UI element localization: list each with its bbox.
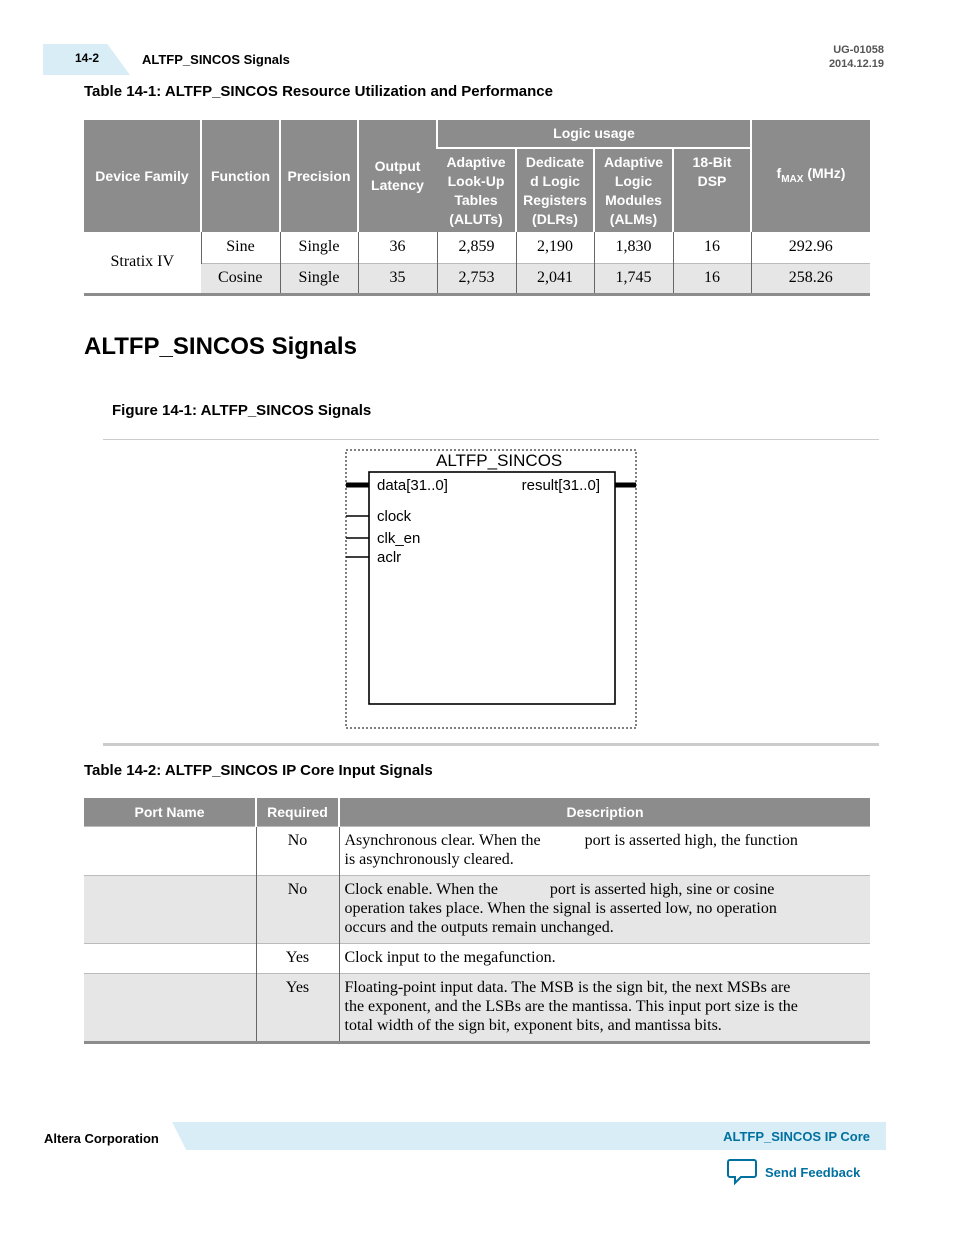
description-line: occurs and the outputs remain unchanged. <box>344 918 614 936</box>
cell-aluts: 2,859 <box>437 232 516 263</box>
cell-required: Yes <box>256 973 339 1042</box>
cell-latency: 36 <box>358 232 437 263</box>
col-aluts-l3: Tables <box>454 191 498 208</box>
col-aluts <box>437 148 516 232</box>
cell-fmax: 292.96 <box>751 232 870 263</box>
doc-date: 2014.12.19 <box>828 58 884 70</box>
device-family-cell: Stratix IV <box>84 232 201 294</box>
cell-aluts: 2,753 <box>437 263 516 294</box>
send-feedback-label[interactable]: Send Feedback <box>765 1164 861 1180</box>
cell-dsp: 16 <box>673 263 751 294</box>
cell-required: No <box>256 826 339 875</box>
cell-alms: 1,830 <box>594 232 673 263</box>
description-line: is asynchronously cleared. <box>344 850 514 868</box>
col-fmax <box>751 120 870 232</box>
cell-precision: Single <box>280 263 358 294</box>
description-line: Floating-point input data. The MSB is the sign bit, the next MSBs are <box>344 978 791 996</box>
cell-description <box>339 875 870 943</box>
col-output-latency <box>358 120 437 232</box>
col-alms-l1: Adaptive <box>603 153 664 170</box>
col-dlrs-l1: Dedicate <box>525 153 585 170</box>
col-port-name: Port Name <box>84 798 256 826</box>
clk-en-port-label: clk_en <box>377 530 421 547</box>
data-port-label: data[31..0] <box>377 477 448 494</box>
cell-function: Sine <box>201 232 280 263</box>
cell-latency: 35 <box>358 263 437 294</box>
cell-port <box>84 943 256 973</box>
result-port-label: result[31..0] <box>521 477 600 494</box>
cell-dsp: 16 <box>673 232 751 263</box>
description-line: Clock enable. When the port is asserted high, sine or cosine <box>344 880 775 898</box>
header-title: ALTFP_SINCOS Signals <box>142 52 290 67</box>
table-row <box>84 973 870 1042</box>
col-description: Description <box>339 798 870 826</box>
figure-top-rule <box>103 439 879 440</box>
col-device-family: Device Family <box>84 120 201 232</box>
col-aluts-l2: Look-Up <box>447 172 505 189</box>
col-dsp-l1: 18-Bit <box>692 153 732 170</box>
cell-fmax: 258.26 <box>751 263 870 294</box>
description-line: operation takes place. When the signal is asserted low, no operation <box>344 899 777 917</box>
cell-description <box>339 943 870 973</box>
col-dlrs-l2: d Logic <box>530 172 580 189</box>
fmax-f: f <box>776 164 782 181</box>
col-required: Required <box>256 798 339 826</box>
resource-utilization-table <box>84 120 870 296</box>
cell-port <box>84 826 256 875</box>
input-signals-table <box>84 798 870 1044</box>
sincos-block-diagram <box>340 446 642 732</box>
cell-required: No <box>256 875 339 943</box>
col-dlrs <box>516 148 594 232</box>
description-line: total width of the sign bit, exponent bits, and mantissa bits. <box>344 1016 722 1034</box>
col-dsp <box>673 148 751 232</box>
cell-description <box>339 973 870 1042</box>
doc-id-number: UG-01058 <box>833 44 884 56</box>
table2-caption: Table 14-2: ALTFP_SINCOS IP Core Input Signals <box>84 762 433 779</box>
footer-company: Altera Corporation <box>44 1131 159 1146</box>
col-alms <box>594 148 673 232</box>
cell-function: Cosine <box>201 263 280 294</box>
clock-port-label: clock <box>377 508 412 525</box>
col-precision: Precision <box>280 120 358 232</box>
col-aluts-l4: (ALUTs) <box>449 210 503 227</box>
col-alms-l3: Modules <box>605 191 662 208</box>
table-row <box>84 943 870 973</box>
description-line: Asynchronous clear. When the port is asserted high, the function <box>344 831 798 849</box>
col-function: Function <box>201 120 280 232</box>
cell-description <box>339 826 870 875</box>
table1-caption: Table 14-1: ALTFP_SINCOS Resource Utilization and Performance <box>84 83 553 100</box>
col-alms-l2: Logic <box>614 172 653 189</box>
cell-port <box>84 973 256 1042</box>
footer-core-link[interactable]: ALTFP_SINCOS IP Core <box>723 1129 870 1144</box>
table-row <box>84 875 870 943</box>
cell-port <box>84 875 256 943</box>
page-number: 14-2 <box>75 51 100 65</box>
cell-precision: Single <box>280 232 358 263</box>
col-alms-l4: (ALMs) <box>609 210 658 227</box>
description-line: Clock input to the megafunction. <box>344 948 556 966</box>
fmax-unit: (MHz) <box>803 164 846 181</box>
cell-dlrs: 2,190 <box>516 232 594 263</box>
col-aluts-l1: Adaptive <box>446 153 506 170</box>
feedback-icon <box>727 1158 757 1186</box>
col-dsp-l2: DSP <box>697 172 727 189</box>
doc-id <box>829 43 884 71</box>
block-body <box>369 472 615 704</box>
col-dlrs-l4: (DLRs) <box>532 210 578 227</box>
aclr-port-label: aclr <box>377 549 402 566</box>
figure-caption: Figure 14-1: ALTFP_SINCOS Signals <box>112 402 372 419</box>
cell-required: Yes <box>256 943 339 973</box>
cell-dlrs: 2,041 <box>516 263 594 294</box>
section-title: ALTFP_SINCOS Signals <box>84 333 357 360</box>
col-output-latency-l2: Latency <box>371 177 424 193</box>
description-line: the exponent, and the LSBs are the mantissa. This input port size is the <box>344 997 798 1015</box>
col-output-latency-l1: Output <box>374 158 421 174</box>
table-row <box>84 826 870 875</box>
cell-alms: 1,745 <box>594 263 673 294</box>
table-row <box>84 263 870 294</box>
table-row <box>84 232 870 263</box>
col-logic-usage: Logic usage <box>437 120 751 148</box>
fmax-sub: MAX <box>781 173 804 185</box>
block-name-label: ALTFP_SINCOS <box>436 451 563 470</box>
send-feedback-link[interactable] <box>727 1158 860 1186</box>
figure-bottom-rule <box>103 743 879 746</box>
col-dlrs-l3: Registers <box>523 191 587 208</box>
